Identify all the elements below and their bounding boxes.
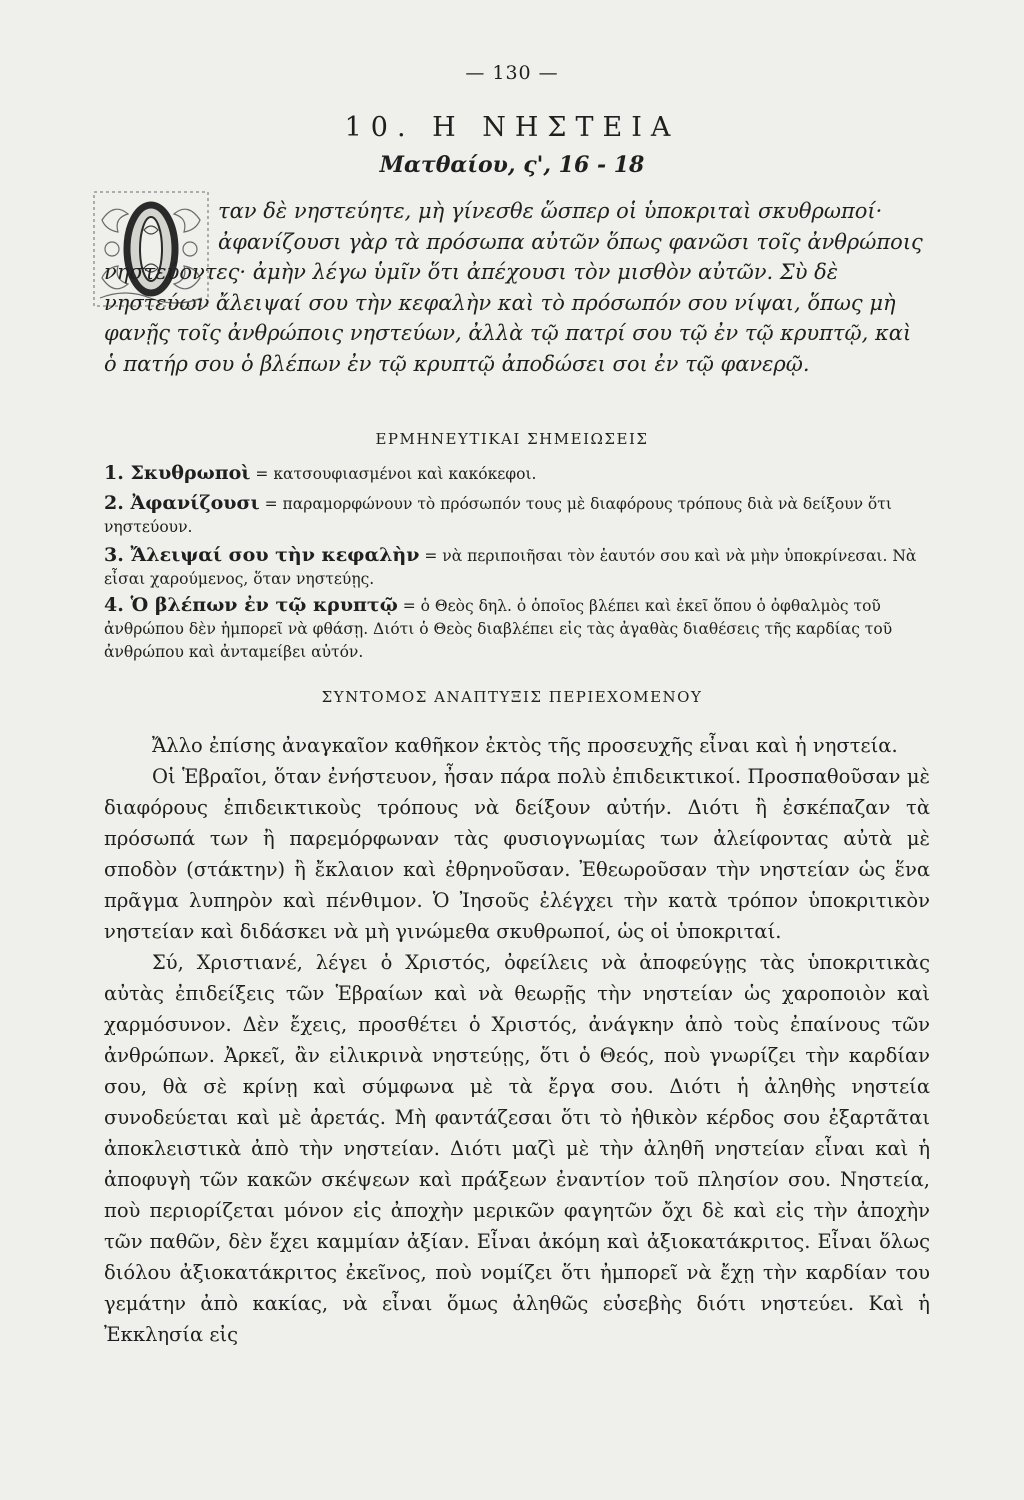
paragraph: Σύ, Χριστιανέ, λέγει ὁ Χριστός, ὀφείλεις νὰ ἀποφεύγῃς τὰς ὑποκριτικὰς αὐτὰς ἐπιδείξεις τῶν Ἑβραίων καὶ νὰ θεωρῇς τὴν νηστείαν ὡς χαροποιὸν καὶ χαρμόσυνον. Δὲν ἔχεις, προσθέτει ὁ Χριστός, ἀνάγκην ἀπὸ τοὺς ἐπαίνους τῶν ἀνθρώπων. Ἀρκεῖ, ἂν εἰλικρινὰ νηστεύῃς, ὅτι ὁ Θεός, ποὺ γνωρίζει τὴν καρδίαν σου, θὰ σὲ κρίνῃ καὶ σύμφωνα μὲ τὰ ἔργα σου. Διότι ἡ ἀληθὴς νηστεία συνοδεύεται καὶ μὲ ἀρετάς. Μὴ φαντάζεσαι ὅτι τὸ ἠθικὸν κέρδος σου ἐξαρτᾶται ἀποκλειστικὰ ἀπὸ τὴν νηστείαν. Διότι μαζὶ μὲ τὴν ἀληθῆ νηστείαν εἶναι καὶ ἡ ἀποφυγὴ τῶν κακῶν σκέψεων καὶ πράξεων ἐναντίον τοῦ πλησίον σου. Νηστεία, ποὺ περιορίζεται μόνον εἰς ἀποχὴν μερικῶν φαγητῶν ὄχι δὲ καὶ εἰς τὴν ἀποχὴν τῶν παθῶν, δὲν ἔχει καμμίαν ἀξίαν. Εἶναι ἀκόμη καὶ ἀξιοκατάκριτος. Εἶναι ὅλως διόλου ἀξιοκατάκριτος ἐκεῖνος, ποὺ νομίζει ὅτι ἠμπορεῖ νὰ ἔχῃ τὴν καρδίαν του γεμάτην ἀπὸ κακίας, νὰ εἶναι ὅμως ἀληθῶς εὐσεβὴς διότι νηστεύει. Καὶ ἡ Ἐκκλησία εἰς xyxy=(104,951,930,1346)
note-term: 1. Σκυθρωποὶ xyxy=(104,462,251,484)
note-text: = κατσουφιασμένοι καὶ κακόκεφοι. xyxy=(255,465,537,483)
note-text: = παραμορφώνουν τὸ πρόσωπόν τους μὲ διαφόρους τρόπους διὰ νὰ δείξουν ὅτι νηστεύουν. xyxy=(104,495,892,536)
note-text: = νὰ περιποιῆσαι τὸν ἑαυτόν σου καὶ νὰ μὴν ὑποκρίνεσαι. Νὰ εἶσαι χαρούμενος, ὅταν νηστεύῃς. xyxy=(104,547,917,588)
notes-heading: ΕΡΜΗΝΕΥΤΙΚΑΙ ΣΗΜΕΙΩΣΕΙΣ xyxy=(375,430,649,448)
paragraph: Ἄλλο ἐπίσης ἀναγκαῖον καθῆκον ἐκτὸς τῆς προσευχῆς εἶναι καὶ ἡ νηστεία. xyxy=(152,734,898,757)
page-number: — 130 — xyxy=(465,62,559,84)
note-term: 3. Ἄλειψαί σου τὴν κεφαλὴν xyxy=(104,544,420,566)
note-term: 4. Ὁ βλέπων ἐν τῷ κρυπτῷ xyxy=(104,594,398,616)
scripture-text xyxy=(104,196,928,379)
note-text: = ὁ Θεὸς δηλ. ὁ ὁποῖος βλέπει καὶ ἐκεῖ ὅπου ὁ ὀφθαλμὸς τοῦ ἀνθρώπου δὲν ἠμπορεῖ νὰ φθάσῃ. Διότι ὁ Θεὸς διαβλέπει εἰς τὰς ἀγαθὰς διαθέσεις τῆς καρδίας τοῦ ἀνθρώπου καὶ ἀνταμείβει αὐτόν. xyxy=(104,597,893,661)
commentary-text xyxy=(104,730,930,1350)
note-item xyxy=(104,594,930,664)
scripture-body: ἀφανίζουσι γὰρ τὰ πρόσωπα αὐτῶν ὅπως φανῶσι τοῖς ἀνθρώποις νηστεύοντες· ἀμὴν λέγω ὑμῖν ὅτι ἀπέχουσι τὸν μισθὸν αὐτῶν. Σὺ δὲ νηστεύων ἄλειψαί σου τὴν κεφαλὴν καὶ τὸ πρόσωπόν σου νίψαι, ὅπως μὴ φανῇς τοῖς ἀνθρώποις νηστεύων, ἀλλὰ τῷ πατρί σου τῷ ἐν τῷ κρυπτῷ, καὶ ὁ πατήρ σου ὁ βλέπων ἐν τῷ κρυπτῷ ἀποδώσει σοι ἐν τῷ φανερῷ. xyxy=(104,229,923,376)
summary-heading: ΣΥΝΤΟΜΟΣ ΑΝΑΠΤΥΞΙΣ ΠΕΡΙΕΧΟΜΕΝΟΥ xyxy=(321,688,703,706)
note-term: 2. Ἀφανίζουσι xyxy=(104,492,260,514)
paragraph: Οἱ Ἑβραῖοι, ὅταν ἐνήστευον, ἦσαν πάρα πολὺ ἐπιδεικτικοί. Προσπαθοῦσαν μὲ διαφόρους ἐπιδεικτικοὺς τρόπους νὰ δείξουν αὐτήν. Διότι ἢ ἐσκέπαζαν τὰ πρόσωπά των ἢ παρεμόρφωναν τὰς φυσιογνωμίας των ἀλείφοντας αὐτὰ μὲ σποδὸν (στάκτην) ἢ ἔκλαιον καὶ ἐθρηνοῦσαν. Ἐθεωροῦσαν τὴν νηστείαν ὡς ἕνα πρᾶγμα λυπηρὸν καὶ πένθιμον. Ὁ Ἰησοῦς ἐλέγχει τὴν κατὰ τρόπον ὑποκριτικὸν νηστείαν καὶ διδάσκει νὰ μὴ γινώμεθα σκυθρωποί, ὡς οἱ ὑποκριταί. xyxy=(104,765,930,943)
scripture-first-line: ταν δὲ νηστεύητε, μὴ γίνεσθε ὥσπερ οἱ ὑποκριταὶ σκυθρωποί· xyxy=(218,199,883,223)
note-item xyxy=(104,544,930,591)
note-item xyxy=(104,492,930,539)
chapter-title: 10. Η ΝΗΣΤΕΙΑ xyxy=(344,112,680,143)
note-item xyxy=(104,462,930,486)
scripture-reference: Ματθαίου, ς', 16 - 18 xyxy=(379,152,645,178)
